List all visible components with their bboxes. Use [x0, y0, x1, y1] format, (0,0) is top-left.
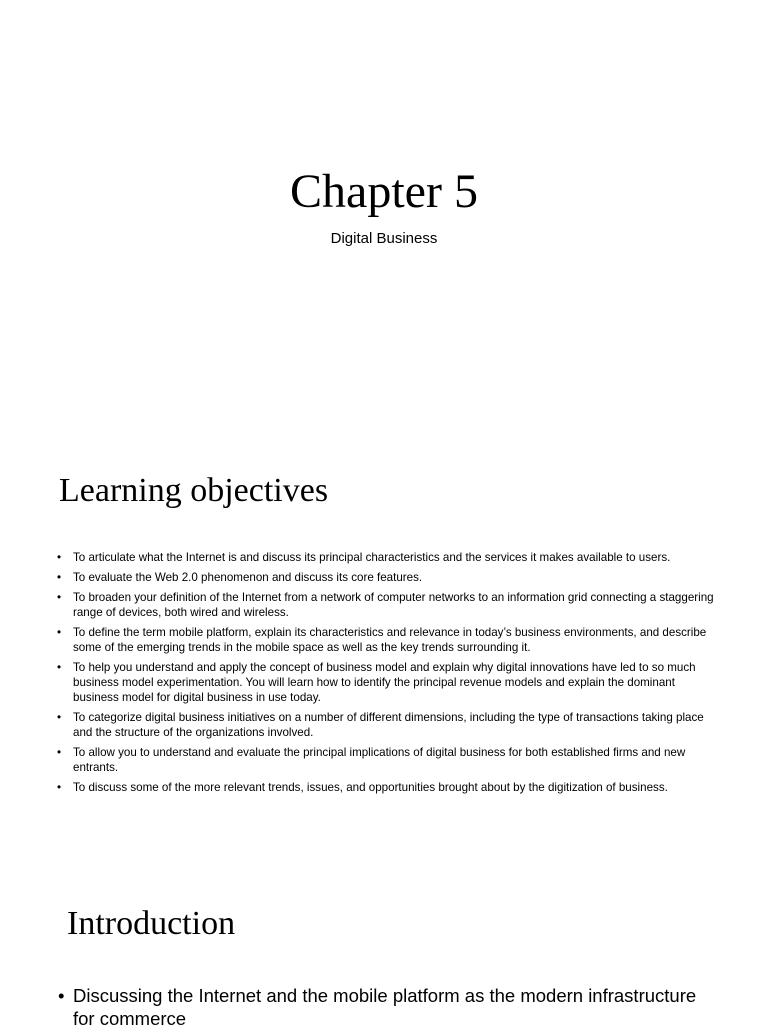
- list-item: [55, 660, 715, 705]
- bullet-icon: •: [57, 746, 62, 759]
- list-item: [55, 625, 715, 655]
- chapter-title: Chapter 5: [290, 165, 478, 218]
- bullet-icon: •: [57, 781, 62, 794]
- bullet-icon: •: [57, 626, 62, 639]
- bullet-icon: •: [57, 551, 62, 564]
- chapter-subtitle: Digital Business: [330, 230, 438, 247]
- list-item: [55, 550, 715, 565]
- list-item-text: Discussing the Internet and the mobile platform as the modern infrastructure for commerce: [73, 985, 697, 1029]
- list-item-text: To define the term mobile platform, explain its characteristics and relevance in today’s business environments, and describe some of the emerging trends in the mobile space as well as the key trends surrounding it.: [73, 626, 707, 654]
- introduction-heading: Introduction: [67, 905, 236, 942]
- learning-objectives-list: [55, 550, 715, 800]
- list-item-text: To broaden your definition of the Internet from a network of computer networks to an information grid connecting a staggering range of devices, both wired and wireless.: [73, 591, 714, 619]
- learning-objectives-heading: Learning objectives: [59, 472, 329, 509]
- bullet-icon: •: [57, 591, 62, 604]
- list-item: [58, 984, 718, 1030]
- title-slide: [0, 0, 768, 440]
- list-item: [55, 570, 715, 585]
- bullet-icon: •: [57, 571, 62, 584]
- list-item: [55, 590, 715, 620]
- list-item: [55, 780, 715, 795]
- list-item-text: To discuss some of the more relevant trends, issues, and opportunities brought about by the digitization of business.: [73, 781, 668, 794]
- list-item-text: To evaluate the Web 2.0 phenomenon and discuss its core features.: [73, 571, 423, 584]
- list-item-text: To articulate what the Internet is and discuss its principal characteristics and the services it makes available to users.: [73, 551, 671, 564]
- learning-objectives-slide: [0, 440, 768, 880]
- bullet-icon: •: [58, 985, 65, 1006]
- introduction-list: [58, 984, 718, 1030]
- bullet-icon: •: [57, 661, 62, 674]
- list-item: [55, 745, 715, 775]
- list-item-text: To allow you to understand and evaluate the principal implications of digital business for both established firms and new entrants.: [73, 746, 686, 774]
- list-item: [55, 710, 715, 740]
- list-item-text: To categorize digital business initiatives on a number of different dimensions, including the type of transactions taking place and the structure of the organizations involved.: [73, 711, 704, 739]
- bullet-icon: •: [57, 711, 62, 724]
- list-item-text: To help you understand and apply the concept of business model and explain why digital innovations have led to so much business model experimentation. You will learn how to identify the principal revenue models and explain the dominant business model for digital business in use today.: [73, 661, 696, 704]
- introduction-slide: [0, 880, 768, 1029]
